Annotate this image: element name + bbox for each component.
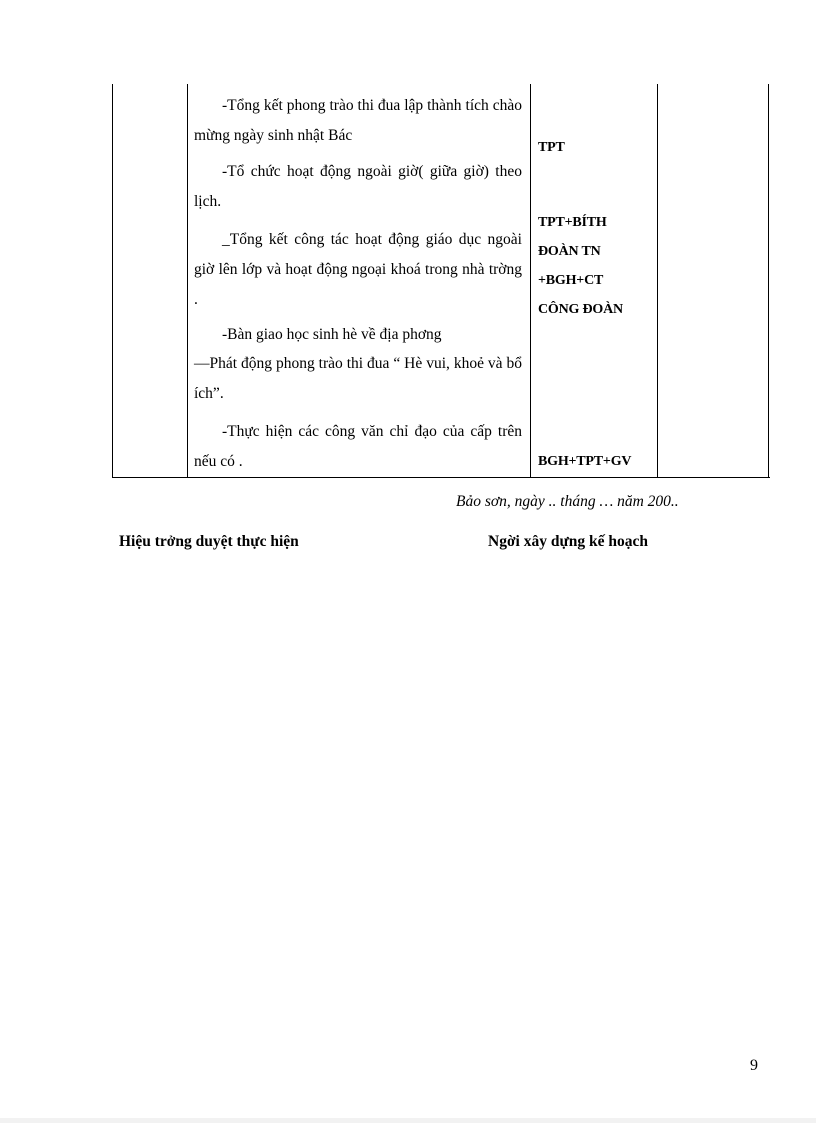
activity-item: _Tổng kết công tác hoạt động giáo dục ngoài giờ lên lớp và hoạt động ngoại khoá trong nhà trờng . xyxy=(194,231,522,308)
activity-item: -Tổng kết phong trào thi đua lập thành tích chào mừng ngày sinh nhật Bác xyxy=(194,97,522,144)
responsible-cell: TPT xyxy=(538,140,565,155)
table-column-divider xyxy=(530,84,531,477)
activity-item: -Bàn giao học sinh hè về địa phơng xyxy=(222,326,442,343)
left-signature-title: Hiệu trởng duyệt thực hiện xyxy=(119,533,299,550)
table-column-divider xyxy=(657,84,658,477)
right-signature-title: Ngời xây dựng kế hoạch xyxy=(488,533,648,550)
activity-item: -Tổ chức hoạt động ngoài giờ( giữa giờ) theo lịch. xyxy=(194,163,522,210)
responsible-cell: CÔNG ĐOÀN xyxy=(538,302,623,317)
activity-item: —Phát động phong trào thi đua “ Hè vui, khoẻ và bổ ích”. xyxy=(194,355,522,402)
page-bottom-edge xyxy=(0,1118,816,1123)
responsible-cell: BGH+TPT+GV xyxy=(538,454,632,469)
date-line: Bảo sơn, ngày .. tháng … năm 200.. xyxy=(456,493,679,510)
responsible-cell: ĐOÀN TN xyxy=(538,244,601,259)
activity-item: -Thực hiện các công văn chỉ đạo của cấp trên nếu có . xyxy=(194,423,522,470)
table-border-bottom xyxy=(112,477,770,478)
table-column-divider xyxy=(187,84,188,477)
page-number: 9 xyxy=(750,1057,758,1074)
table-border-right xyxy=(768,84,769,477)
responsible-cell: +BGH+CT xyxy=(538,273,604,288)
table-border-left xyxy=(112,84,113,477)
responsible-cell: TPT+BÍTH xyxy=(538,215,607,230)
